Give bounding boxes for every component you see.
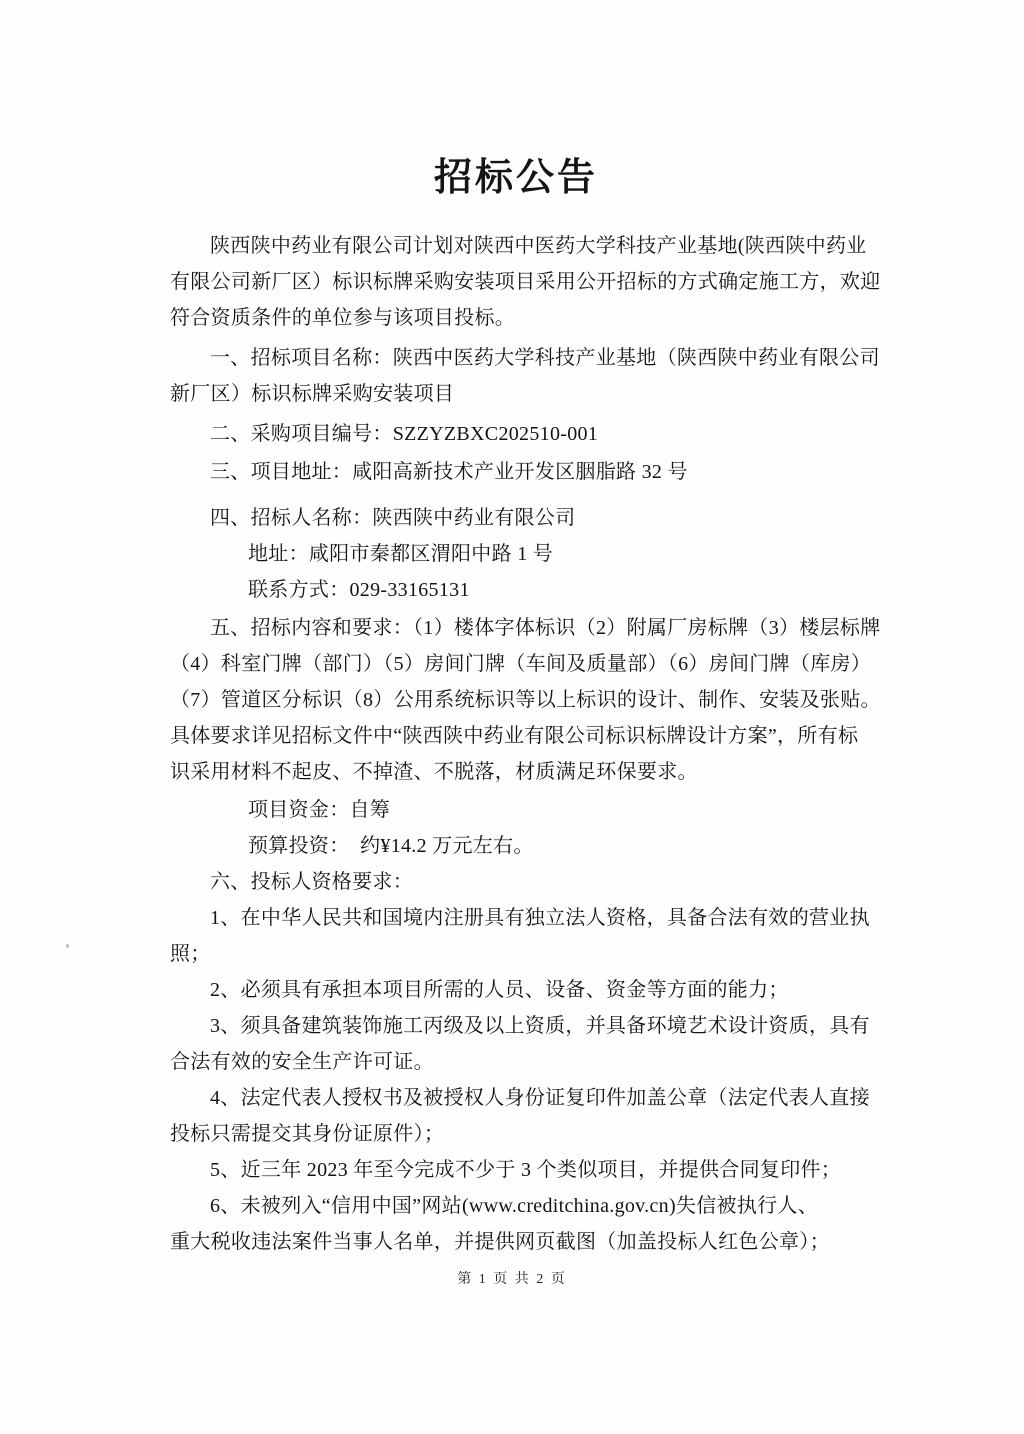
document-line: 有限公司新厂区）标识标牌采购安装项目采用公开招标的方式确定施工方，欢迎 (170, 271, 881, 293)
document-line: 具体要求详见招标文件中“陕西陕中药业有限公司标识标牌设计方案”，所有标 (170, 725, 859, 747)
document-line: 投标只需提交其身份证原件）； (170, 1123, 445, 1145)
document-line: 识采用材料不起皮、不掉渣、不脱落，材质满足环保要求。 (170, 761, 698, 783)
page-number-footer: 第 1 页 共 2 页 (457, 1272, 567, 1287)
document-line: 预算投资： 约¥14.2 万元左右。 (248, 835, 534, 857)
document-line: 四、招标人名称：陕西陕中药业有限公司 (210, 507, 576, 529)
document-line: 三、项目地址：咸阳高新技术产业开发区胭脂路 32 号 (210, 461, 688, 483)
document-line: 5、近三年 2023 年至今完成不少于 3 个类似项目，并提供合同复印件； (210, 1159, 842, 1181)
document-line: （7）管道区分标识（8）公用系统标识等以上标识的设计、制作、安装及张贴。 (170, 689, 881, 711)
document-line: 重大税收违法案件当事人名单，并提供网页截图（加盖投标人红色公章）； (170, 1231, 830, 1253)
document-line: 1、在中华人民共和国境内注册具有独立法人资格，具备合法有效的营业执 (210, 907, 870, 929)
document-content (170, 157, 881, 1260)
document-line: 6、未被列入“信用中国”网站(www.creditchina.gov.cn)失信被执行人、 (210, 1195, 819, 1217)
document-line: 2、必须具有承担本项目所需的人员、设备、资金等方面的能力； (210, 979, 789, 1001)
document-line: 4、法定代表人授权书及被授权人身份证复印件加盖公章（法定代表人直接 (210, 1087, 870, 1109)
document-title: 招标公告 (433, 157, 598, 199)
document-line: 一、招标项目名称：陕西中医药大学科技产业基地（陕西陕中药业有限公司 (210, 347, 880, 369)
scan-artifact-dot (66, 944, 69, 948)
document-line: 项目资金：自筹 (248, 799, 391, 821)
document-line: 地址：咸阳市秦都区渭阳中路 1 号 (248, 543, 554, 565)
document-line: 3、须具备建筑装饰施工丙级及以上资质，并具备环境艺术设计资质，具有 (210, 1015, 870, 1037)
document-line: 新厂区）标识标牌采购安装项目 (170, 383, 455, 405)
document-lines (170, 228, 881, 1260)
document-line: 陕西陕中药业有限公司计划对陕西中医药大学科技产业基地(陕西陕中药业 (210, 235, 867, 257)
document-line: 合法有效的安全生产许可证。 (170, 1051, 434, 1073)
document-line: 符合资质条件的单位参与该项目投标。 (170, 307, 516, 329)
document-line: 六、投标人资格要求： (210, 871, 413, 893)
document-line: 照； (170, 943, 211, 965)
document-line: 二、采购项目编号：SZZYZBXC202510-001 (210, 423, 599, 445)
document-line: （4）科室门牌（部门）（5）房间门牌（车间及质量部）（6）房间门牌（库房） (170, 653, 872, 675)
document-line: 五、招标内容和要求：（1）楼体字体标识（2）附属厂房标牌（3）楼层标牌 (210, 617, 881, 639)
document-line: 联系方式：029-33165131 (248, 579, 470, 601)
